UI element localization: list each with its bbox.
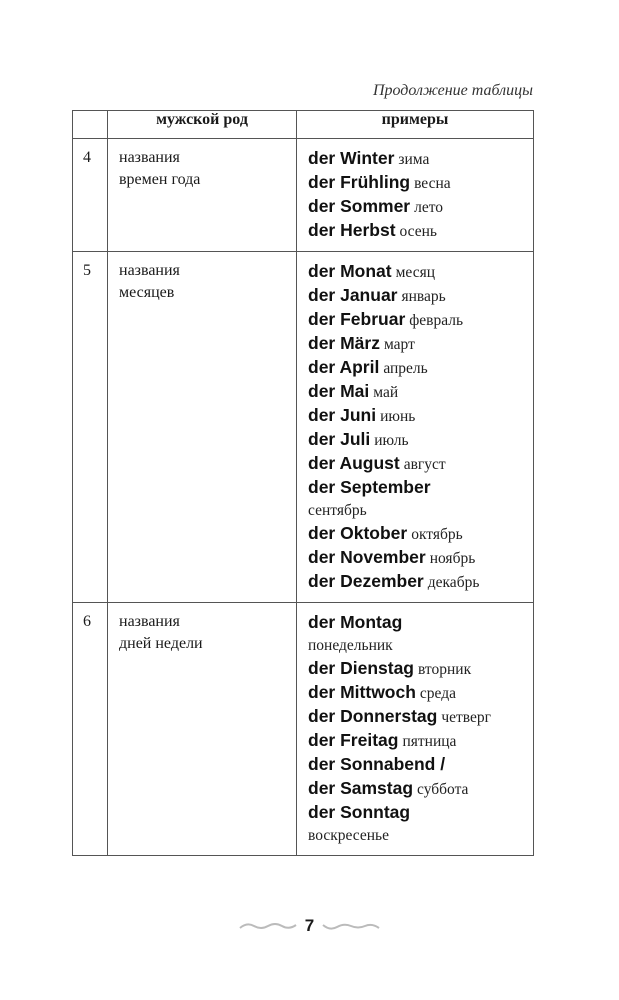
german-word: der Winter bbox=[308, 148, 395, 168]
example-item bbox=[308, 476, 523, 522]
russian-translation: апрель bbox=[383, 360, 428, 377]
wave-ornament-right-icon bbox=[322, 920, 380, 932]
row-category bbox=[108, 603, 297, 856]
category-line: названия bbox=[119, 613, 180, 630]
row-examples bbox=[297, 603, 534, 856]
russian-translation: месяц bbox=[395, 264, 436, 281]
table-row bbox=[73, 252, 534, 603]
russian-translation: лето bbox=[414, 199, 444, 216]
russian-translation: четверг bbox=[441, 709, 491, 726]
russian-translation: зима bbox=[398, 151, 430, 168]
example-item bbox=[308, 428, 523, 452]
russian-translation: весна bbox=[414, 175, 451, 192]
german-word: der Sommer bbox=[308, 196, 411, 216]
row-examples bbox=[297, 139, 534, 252]
example-item bbox=[308, 356, 523, 380]
example-item bbox=[308, 380, 523, 404]
example-item bbox=[308, 681, 523, 705]
page-footer bbox=[0, 915, 619, 936]
german-word: der Januar bbox=[308, 285, 398, 305]
category-line: дней недели bbox=[119, 635, 203, 652]
german-word: der Dienstag bbox=[308, 658, 414, 678]
header-number bbox=[73, 111, 108, 139]
example-item bbox=[308, 522, 523, 546]
russian-translation: сентябрь bbox=[308, 502, 367, 519]
russian-translation: осень bbox=[399, 223, 437, 240]
table-row bbox=[73, 139, 534, 252]
row-category bbox=[108, 139, 297, 252]
russian-translation: октябрь bbox=[411, 526, 463, 543]
german-word: der Montag bbox=[308, 612, 403, 632]
example-item bbox=[308, 332, 523, 356]
header-masculine: мужской род bbox=[108, 111, 297, 139]
table-row bbox=[73, 603, 534, 856]
example-item bbox=[308, 729, 523, 753]
german-word: der Frühling bbox=[308, 172, 411, 192]
german-word: der Samstag bbox=[308, 778, 414, 798]
german-word: der Donnerstag bbox=[308, 706, 438, 726]
russian-translation: декабрь bbox=[427, 574, 480, 591]
category-line: названия bbox=[119, 262, 180, 279]
example-item bbox=[308, 570, 523, 594]
gender-table bbox=[72, 110, 534, 856]
russian-translation: январь bbox=[401, 288, 446, 305]
russian-translation: август bbox=[403, 456, 446, 473]
russian-translation: понедельник bbox=[308, 637, 393, 654]
table-continuation-caption: Продолжение таблицы bbox=[372, 82, 533, 99]
example-item bbox=[308, 546, 523, 570]
russian-translation: ноябрь bbox=[429, 550, 476, 567]
example-item bbox=[308, 195, 523, 219]
example-item bbox=[308, 801, 523, 847]
german-word: der März bbox=[308, 333, 380, 353]
example-item bbox=[308, 452, 523, 476]
russian-translation: воскресенье bbox=[308, 827, 389, 844]
german-word: der Herbst bbox=[308, 220, 396, 240]
german-word: der Sonntag bbox=[308, 802, 411, 822]
german-word: der April bbox=[308, 357, 380, 377]
russian-translation: июль bbox=[374, 432, 409, 449]
german-word: der September bbox=[308, 477, 431, 497]
category-line: времен года bbox=[119, 171, 201, 188]
german-word: der Freitag bbox=[308, 730, 399, 750]
example-item bbox=[308, 260, 523, 284]
russian-translation: июнь bbox=[380, 408, 416, 425]
example-item bbox=[308, 657, 523, 681]
russian-translation: март bbox=[383, 336, 415, 353]
example-item bbox=[308, 611, 523, 657]
russian-translation: февраль bbox=[409, 312, 464, 329]
row-examples bbox=[297, 252, 534, 603]
example-item bbox=[308, 284, 523, 308]
example-item bbox=[308, 404, 523, 428]
german-word: der Sonnabend / bbox=[308, 754, 446, 774]
russian-translation: май bbox=[373, 384, 399, 401]
row-category bbox=[108, 252, 297, 603]
german-word: der Juli bbox=[308, 429, 371, 449]
example-item bbox=[308, 753, 523, 777]
german-word: der Mai bbox=[308, 381, 370, 401]
row-number: 4 bbox=[73, 139, 108, 252]
row-number: 6 bbox=[73, 603, 108, 856]
example-item bbox=[308, 171, 523, 195]
german-word: der November bbox=[308, 547, 426, 567]
german-word: der August bbox=[308, 453, 400, 473]
example-item bbox=[308, 308, 523, 332]
row-number: 5 bbox=[73, 252, 108, 603]
example-item bbox=[308, 777, 523, 801]
category-line: названия bbox=[119, 149, 180, 166]
german-word: der Februar bbox=[308, 309, 406, 329]
german-word: der Monat bbox=[308, 261, 392, 281]
russian-translation: пятница bbox=[402, 733, 457, 750]
category-line: месяцев bbox=[119, 284, 175, 301]
header-examples: примеры bbox=[297, 111, 534, 139]
example-item bbox=[308, 219, 523, 243]
german-word: der Dezember bbox=[308, 571, 424, 591]
example-item bbox=[308, 147, 523, 171]
russian-translation: суббота bbox=[417, 781, 469, 798]
page-number: 7 bbox=[304, 915, 315, 935]
wave-ornament-left-icon bbox=[239, 920, 297, 932]
russian-translation: среда bbox=[419, 685, 456, 702]
german-word: der Mittwoch bbox=[308, 682, 416, 702]
german-word: der Oktober bbox=[308, 523, 408, 543]
table-header-row bbox=[73, 111, 534, 139]
example-item bbox=[308, 705, 523, 729]
german-word: der Juni bbox=[308, 405, 377, 425]
russian-translation: вторник bbox=[418, 661, 472, 678]
